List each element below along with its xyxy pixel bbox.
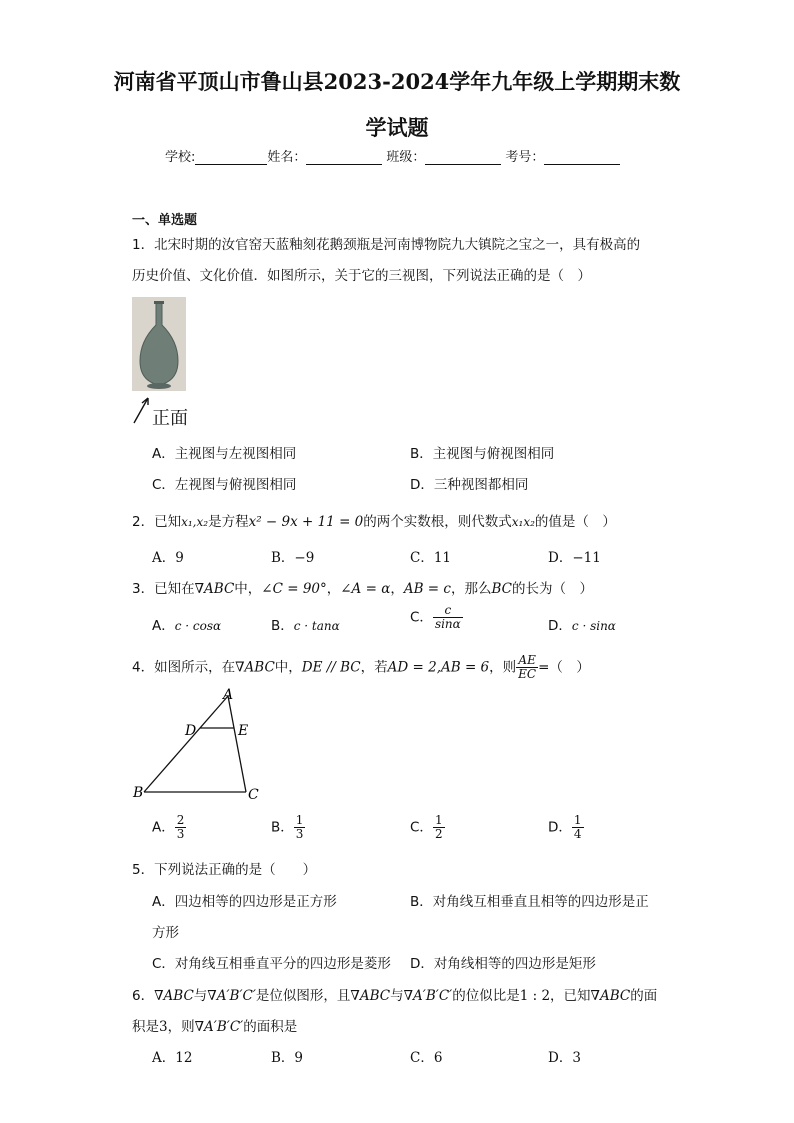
exam-title-line2: 学试题 <box>365 115 429 140</box>
q4-d-fraction <box>572 814 584 841</box>
q4-b-fraction <box>294 814 306 841</box>
q3-c-numerator: c <box>433 604 463 618</box>
q2-roots: x₁,x₂ <box>181 515 209 529</box>
q3-text-4: ，那么 <box>450 581 492 597</box>
label-b: B <box>133 785 144 801</box>
q6-ratio: 1 : 2 <box>519 988 551 1004</box>
front-label: 正面 <box>152 408 188 429</box>
q6-text-6: 的面 <box>630 988 658 1004</box>
q6-option-b[interactable]: B．9 <box>271 1050 304 1066</box>
q6-text-4: 的位似比是 <box>452 988 520 1004</box>
q4-b-denominator: 3 <box>295 827 304 841</box>
q2-option-d[interactable]: D．−11 <box>548 550 601 566</box>
q6-triangle-6: ∇A′B′C′ <box>194 1019 244 1035</box>
label-d: D <box>185 723 197 739</box>
side-ab <box>144 696 228 792</box>
q4-text-2: ，若 <box>360 659 388 676</box>
q5-option-b[interactable]: B．对角线互相垂直且相等的四边形是正 <box>410 894 649 910</box>
q4-c-numerator: 1 <box>434 813 443 827</box>
class-blank[interactable] <box>425 150 501 165</box>
q4-ratio-fraction <box>516 654 538 681</box>
q6-stem-line2 <box>132 1015 297 1035</box>
q4-triangle: ∇ABC <box>235 659 275 676</box>
q6-text-9: 的面积是 <box>243 1019 298 1035</box>
q3-d-value: c · sinα <box>571 619 616 633</box>
q4-d-denominator: 4 <box>573 827 582 841</box>
q6-option-c[interactable]: C．6 <box>410 1050 443 1066</box>
q3-text-5: 的长为（ ） <box>511 581 593 597</box>
q2-option-b[interactable]: B．−9 <box>271 550 315 566</box>
q3-angle-c: ∠C = 90° <box>261 581 327 597</box>
q3-text-pre: 3．已知在 <box>132 581 195 597</box>
q6-number: 6． <box>132 988 155 1004</box>
exam-title-line1: 河南省平顶山市鲁山县2023-2024学年九年级上学期期末数 <box>113 69 681 94</box>
student-info-row <box>165 146 620 165</box>
q4-b-numerator: 1 <box>295 813 304 827</box>
q6-option-a[interactable]: A．12 <box>152 1050 193 1066</box>
q5-option-a[interactable]: A．四边相等的四边形是正方形 <box>152 894 337 910</box>
q3-side-ab: AB = c <box>403 581 451 597</box>
id-label: 考号： <box>505 150 545 165</box>
q6-text-8: ，则 <box>167 1019 195 1035</box>
name-label: 姓名： <box>267 150 307 165</box>
q3-c-label: C． <box>410 609 433 626</box>
q3-stem <box>132 577 593 597</box>
vase-lip <box>154 301 164 304</box>
q3-b-value: c · tanα <box>293 619 340 633</box>
q4-parallel: DE // BC <box>301 659 361 676</box>
q1-stem-line2: 历史价值、文化价值．如图所示，关于它的三视图，下列说法正确的是（ ） <box>132 268 591 284</box>
q6-text-1: 与 <box>193 988 208 1004</box>
q4-stem <box>132 654 590 681</box>
q4-lengths: AD = 2,AB = 6 <box>387 659 490 676</box>
q4-c-label: C． <box>410 819 433 836</box>
q4-d-label: D． <box>548 819 572 836</box>
q4-text-pre: 4．如图所示，在 <box>132 659 236 676</box>
q1-stem-line1: 1．北宋时期的汝官窑天蓝釉刻花鹅颈瓶是河南博物院九大镇院之宝之一，具有极高的 <box>132 237 641 253</box>
q4-c-denominator: 2 <box>434 827 443 841</box>
q4-option-a[interactable] <box>152 814 186 841</box>
q3-option-c[interactable] <box>410 604 463 631</box>
name-blank[interactable] <box>306 150 382 165</box>
class-label: 班级： <box>386 150 426 165</box>
q3-d-label: D． <box>548 618 572 634</box>
q2-expression: x₁x₂ <box>511 515 535 529</box>
q4-d-numerator: 1 <box>573 813 582 827</box>
q2-option-a[interactable]: A．9 <box>152 550 184 566</box>
q6-area: 3 <box>159 1019 168 1035</box>
q4-a-label: A． <box>152 819 175 836</box>
q3-text-2: ， <box>326 581 341 597</box>
q6-triangle-3: ∇ABC <box>350 988 391 1004</box>
q3-option-a[interactable] <box>152 614 221 634</box>
q2-stem <box>132 510 616 530</box>
q2-text-mid: 是方程 <box>208 514 249 530</box>
q2-equation: x² − 9x + 11 = 0 <box>248 514 364 530</box>
q5-option-b-cont[interactable]: 方形 <box>152 925 179 941</box>
q6-option-d[interactable]: D．3 <box>548 1050 581 1066</box>
q6-text-5: ，已知 <box>550 988 591 1004</box>
q5-option-c[interactable]: C．对角线互相垂直平分的四边形是菱形 <box>152 956 391 972</box>
q3-c-denominator: sinα <box>434 617 461 631</box>
q2-option-c[interactable]: C．11 <box>410 550 452 566</box>
q3-b-label: B． <box>271 618 294 634</box>
q6-text-3: 与 <box>390 988 404 1004</box>
q4-text-1: 中， <box>274 659 302 676</box>
q2-text-pre: 2．已知 <box>132 514 182 530</box>
q6-text-2: 是位似图形，且 <box>255 988 351 1004</box>
q5-option-d[interactable]: D．对角线相等的四边形是矩形 <box>410 956 596 972</box>
q1-option-c[interactable]: C．左视图与俯视图相同 <box>152 477 297 493</box>
q4-ratio-numerator: AE <box>516 654 538 668</box>
vase-foot <box>147 383 171 389</box>
q3-option-b[interactable] <box>271 614 340 634</box>
q4-text-3: ，则 <box>489 659 517 676</box>
q6-triangle-5: ∇ABC <box>590 988 631 1004</box>
section-heading: 一、单选题 <box>132 213 198 228</box>
q4-option-b[interactable] <box>271 814 305 841</box>
q4-a-numerator: 2 <box>176 813 185 827</box>
q4-option-c[interactable] <box>410 814 445 841</box>
q2-text-end: 的值是（ ） <box>534 514 616 530</box>
q1-option-b[interactable]: B．主视图与俯视图相同 <box>410 446 555 462</box>
q3-a-label: A． <box>152 618 175 634</box>
q6-stem-line1 <box>132 984 657 1004</box>
q3-angle-a: ∠A = α <box>340 581 391 597</box>
q6-triangle-4: ∇A′B′C′ <box>403 988 453 1004</box>
q4-c-fraction <box>433 814 445 841</box>
q4-ratio-denominator: EC <box>518 667 537 681</box>
q6-triangle-1: ∇ABC <box>154 988 194 1004</box>
q3-a-value: c · cosα <box>174 619 222 633</box>
school-label: 学校: <box>165 150 196 165</box>
q3-option-d[interactable] <box>548 614 616 634</box>
id-blank[interactable] <box>544 150 620 165</box>
q3-side-bc: BC <box>491 581 512 597</box>
q3-triangle: ∇ABC <box>194 581 235 597</box>
school-blank[interactable] <box>195 150 267 165</box>
q6-text-7: 积是 <box>132 1019 159 1035</box>
triangle-figure <box>130 686 270 806</box>
q3-c-fraction <box>433 604 463 631</box>
q3-text-3: ， <box>390 581 404 597</box>
q2-text-post: 的两个实数根，则代数式 <box>363 514 512 530</box>
label-c: C <box>248 787 259 803</box>
side-ac <box>228 696 249 792</box>
q1-option-a[interactable]: A．主视图与左视图相同 <box>152 446 297 462</box>
label-e: E <box>238 723 249 739</box>
q4-b-label: B． <box>271 819 294 836</box>
q4-option-d[interactable] <box>548 814 584 841</box>
q5-stem: 5．下列说法正确的是（ ） <box>132 862 317 878</box>
q4-a-fraction <box>175 814 187 841</box>
q4-a-denominator: 3 <box>176 827 185 841</box>
label-a: A <box>223 687 234 703</box>
front-arrow <box>134 398 148 423</box>
q1-option-d[interactable]: D．三种视图都相同 <box>410 477 529 493</box>
q6-triangle-2: ∇A′B′C′ <box>207 988 256 1004</box>
q3-text-1: 中， <box>234 581 262 597</box>
q4-text-4: =（ ） <box>538 659 590 676</box>
